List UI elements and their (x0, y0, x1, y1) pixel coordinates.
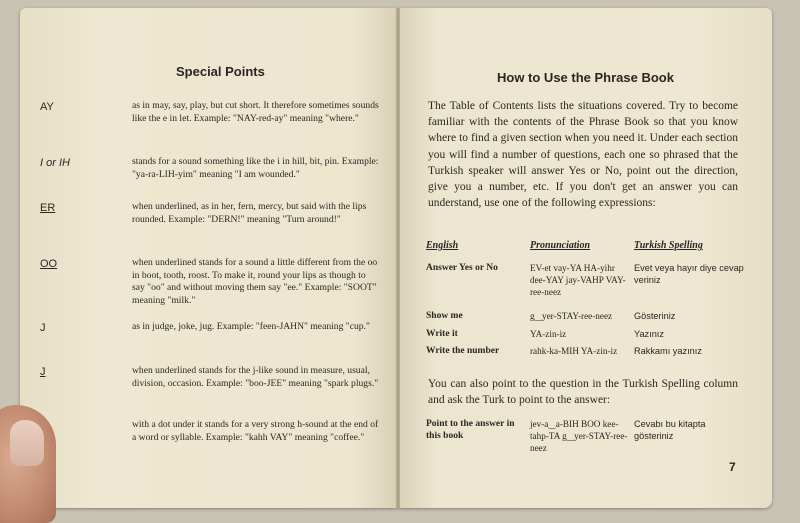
intro-paragraph: The Table of Contents lists the situations covered. Try to become familiar with the contents of the Phrase Book so that you know where to find a given section when you need it. Under each section you will find a number of questions, each one so phrased that the Turkish speaker will answer Yes or No, point out the direction, give you a number, etc. If you don't get an answer you can understand, use one of the following expressions: (428, 100, 738, 210)
row4-pron: rahk-ka-MIH YA-zin-iz (530, 346, 618, 356)
row2-english: Show me (426, 311, 463, 321)
desc-oo (132, 257, 380, 307)
desc-i-ih-text: stands for a sound something like the i in hill, bit, pin. Example: "ya-ra-LIH-yim" meaning "I am wounded." (132, 156, 379, 180)
row2-turkish: Gösteriniz (634, 311, 676, 321)
row3-english: Write it (426, 329, 458, 339)
book-gutter (396, 8, 400, 508)
header-pronunciation: Pronunciation (530, 240, 591, 251)
desc-h-dotted (132, 419, 380, 444)
term-oo: OO (40, 258, 58, 270)
term-er: ER (40, 202, 56, 214)
header-turkish-spelling: Turkish Spelling (634, 240, 703, 251)
desc-ay-text: as in may, say, play, but cut short. It therefore sometimes sounds like the e in let. Example: "NAY-red-ay" meaning "where." (132, 100, 379, 124)
right-page-title: How to Use the Phrase Book (497, 70, 674, 85)
desc-i-ih (132, 156, 380, 181)
point-row-pron: jev-a‿a-BIH BOO kee-tahp-TA g‿yer-STAY-ree-neez (530, 419, 628, 453)
row1-english: Answer Yes or No (426, 263, 498, 273)
desc-oo-text: when underlined stands for a sound a little different from the oo in boot, tooth, roost. To make it, round your lips as though to say "oo" and without moving them say "ee." Example: "SOOT" meaning "milk." (132, 257, 378, 306)
left-page-title: Special Points (176, 64, 265, 79)
row1-turkish: Evet veya hayır diye cevap veriniz (634, 263, 744, 285)
desc-j (132, 321, 380, 334)
thumbnail-nail (10, 420, 44, 466)
desc-er-text: when underlined, as in her, fern, mercy, but said with the lips rounded. Example: "DERN!" meaning "Turn around!" (132, 201, 367, 225)
desc-j-underlined-text: when underlined stands for the j-like sound in measure, usual, division, occasion. Example: "boo-JEE" meaning "spark plugs." (132, 365, 379, 389)
point-row-english: Point to the answer in this book (426, 419, 515, 441)
row2-pron: g‿yer-STAY-ree-neez (530, 311, 613, 321)
row4-english: Write the number (426, 346, 500, 356)
header-english: English (426, 240, 459, 251)
term-ay: AY (40, 101, 54, 113)
right-page-number: 7 (729, 460, 736, 474)
row3-turkish: Yazınız (634, 329, 664, 339)
term-j: J (40, 322, 46, 334)
point-row-turkish: Cevabı bu kitapta gösteriniz (634, 419, 706, 441)
row3-pron: YA-zin-iz (530, 329, 567, 339)
term-j-underlined: J (40, 366, 46, 378)
middle-paragraph: You can also point to the question in the Turkish Spelling column and ask the Turk to point to the answer: (428, 378, 738, 407)
desc-ay (132, 100, 380, 125)
term-i-ih: I or IH (40, 157, 70, 169)
desc-h-dotted-text: with a dot under it stands for a very strong h-sound at the end of a word or syllable. Example: "kahh VAY" meaning "coffee." (132, 419, 379, 443)
desc-er (132, 201, 380, 226)
row4-turkish: Rakkamı yazınız (634, 346, 702, 356)
row1-pron: EV-et vay-YA HA-yihr dee-YAY jay-VAHP VAY-ree-neez (530, 263, 626, 297)
desc-j-underlined (132, 365, 380, 390)
desc-j-text: as in judge, joke, jug. Example: "feen-JAHN" meaning "cup." (132, 321, 370, 332)
